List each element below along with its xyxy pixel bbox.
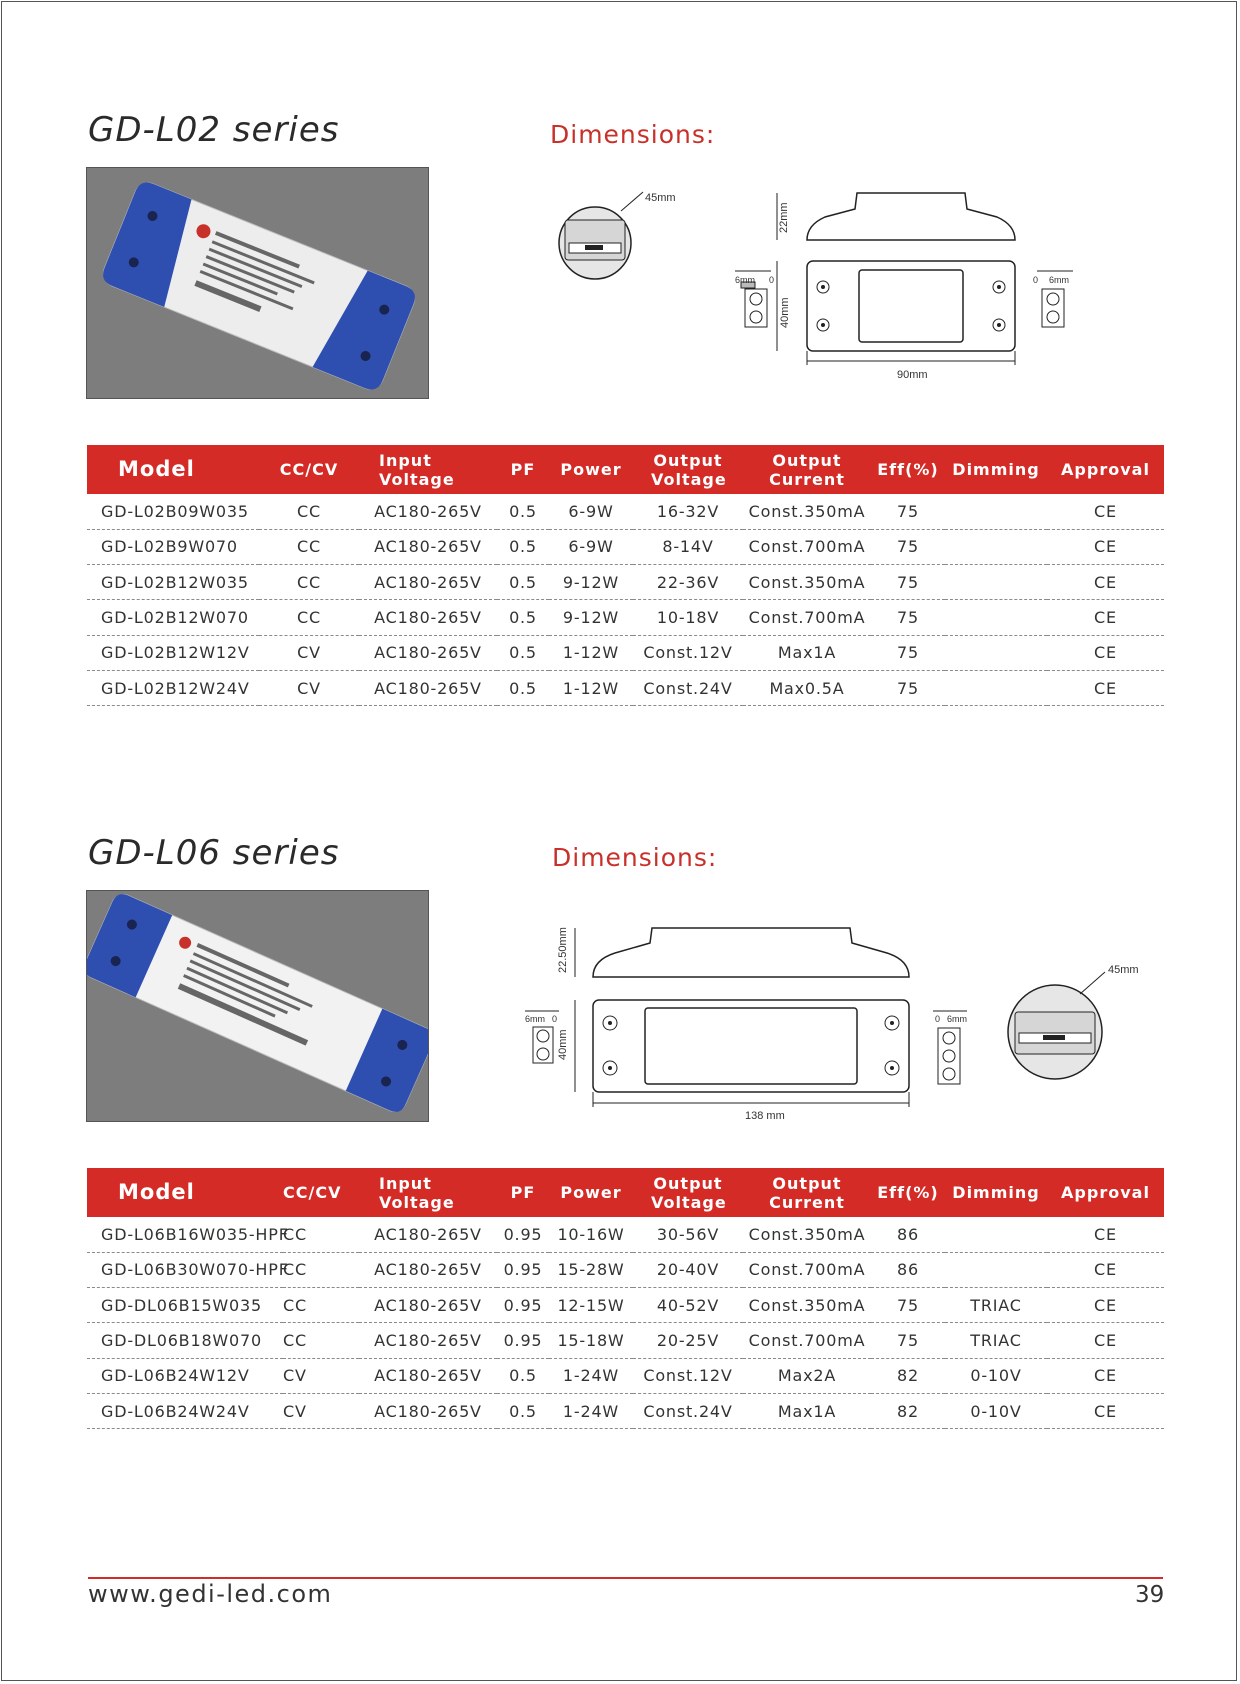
cell-input-voltage: AC180-265V bbox=[374, 1295, 482, 1315]
cell-model: GD-L02B12W070 bbox=[101, 608, 249, 628]
page-number: 39 bbox=[1135, 1582, 1165, 1608]
cell-model: GD-L06B16W035-HPF bbox=[101, 1224, 289, 1244]
cell-cc-cv: CC bbox=[297, 537, 321, 557]
cell-cc-cv: CV bbox=[283, 1401, 307, 1421]
cell-dimming: TRIAC bbox=[970, 1295, 1022, 1315]
cell-output-current: Const.350mA bbox=[748, 1295, 866, 1315]
cell-output-current: Max1A bbox=[777, 643, 837, 663]
cell-model: GD-L06B24W24V bbox=[101, 1401, 250, 1421]
table-row bbox=[87, 565, 1164, 600]
length-label: 138 mm bbox=[745, 1110, 785, 1122]
cell-eff: 82 bbox=[897, 1401, 919, 1421]
cell-model: GD-L02B9W070 bbox=[101, 537, 238, 557]
cell-dimming bbox=[945, 1252, 1047, 1287]
table-row bbox=[87, 1252, 1164, 1287]
header-input-voltage: Input Voltage bbox=[379, 1173, 455, 1212]
cell-cc-cv: CV bbox=[283, 1366, 307, 1386]
cell-output-voltage: 8-14V bbox=[662, 537, 714, 557]
dimensions-title: Dimensions: bbox=[552, 843, 718, 872]
cell-input-voltage: AC180-265V bbox=[374, 1260, 482, 1280]
cell-power: 1-24W bbox=[562, 1401, 620, 1421]
cell-output-current: Max1A bbox=[777, 1401, 837, 1421]
header-power: Power bbox=[560, 1183, 622, 1202]
header-eff: Eff(%) bbox=[877, 1183, 939, 1202]
series-title: GD-L06 series bbox=[88, 833, 340, 873]
table-row bbox=[87, 670, 1164, 705]
product-photo-gd-l02 bbox=[86, 167, 429, 399]
cell-power: 15-18W bbox=[557, 1331, 625, 1351]
cell-pf: 0.5 bbox=[509, 643, 537, 663]
cell-eff: 82 bbox=[897, 1366, 919, 1386]
cell-output-current: Max2A bbox=[777, 1366, 837, 1386]
width-label: 40mm bbox=[557, 1029, 569, 1060]
cell-cc-cv: CC bbox=[283, 1295, 307, 1315]
length-label: 90mm bbox=[897, 369, 928, 381]
dimensions-drawing-gd-l02 bbox=[545, 185, 1105, 385]
cell-dimming bbox=[945, 600, 1047, 635]
cell-output-current: Const.700mA bbox=[748, 1260, 866, 1280]
cell-dimming bbox=[945, 494, 1047, 529]
cell-input-voltage: AC180-265V bbox=[374, 1401, 482, 1421]
cell-power: 9-12W bbox=[562, 608, 620, 628]
table-row bbox=[87, 1393, 1164, 1428]
cell-power: 1-12W bbox=[562, 643, 620, 663]
width-label: 40mm bbox=[779, 297, 791, 328]
cell-cc-cv: CC bbox=[283, 1224, 307, 1244]
cell-output-voltage: 40-52V bbox=[656, 1295, 720, 1315]
cell-cc-cv: CV bbox=[297, 643, 321, 663]
cell-eff: 75 bbox=[897, 1295, 919, 1315]
cell-pf: 0.5 bbox=[509, 1401, 537, 1421]
cell-output-current: Max0.5A bbox=[769, 678, 845, 698]
cell-input-voltage: AC180-265V bbox=[374, 643, 482, 663]
terminal-right-label: 6mm bbox=[1049, 275, 1069, 285]
header-input-voltage: Input Voltage bbox=[379, 450, 455, 489]
spec-table-gd-l02 bbox=[87, 445, 1164, 706]
header-model: Model bbox=[118, 1180, 195, 1204]
header-dimming: Dimming bbox=[952, 1183, 1040, 1202]
cell-pf: 0.5 bbox=[509, 1366, 537, 1386]
cell-approval: CE bbox=[1094, 1224, 1117, 1244]
cell-output-current: Const.350mA bbox=[748, 1224, 866, 1244]
cell-pf: 0.5 bbox=[509, 678, 537, 698]
header-output-current: Output Current bbox=[769, 1173, 845, 1212]
cell-model: GD-L06B24W12V bbox=[101, 1366, 250, 1386]
header-output-voltage: Output Voltage bbox=[651, 1173, 727, 1212]
cell-approval: CE bbox=[1094, 678, 1117, 698]
header-eff: Eff(%) bbox=[877, 460, 939, 479]
table-header-row bbox=[87, 445, 1164, 494]
cell-pf: 0.95 bbox=[503, 1331, 543, 1351]
cell-dimming bbox=[945, 635, 1047, 670]
spec-table-gd-l06 bbox=[87, 1168, 1164, 1429]
cell-approval: CE bbox=[1094, 643, 1117, 663]
cell-pf: 0.95 bbox=[503, 1260, 543, 1280]
terminal-left-zero-label: 0 bbox=[552, 1014, 558, 1024]
header-cc-cv: CC/CV bbox=[283, 1183, 342, 1202]
cell-output-voltage: Const.24V bbox=[643, 678, 733, 698]
cell-approval: CE bbox=[1094, 608, 1117, 628]
table-row bbox=[87, 1288, 1164, 1323]
cell-output-voltage: 10-18V bbox=[656, 608, 720, 628]
cell-pf: 0.5 bbox=[509, 537, 537, 557]
product-photo-gd-l06 bbox=[86, 890, 429, 1122]
cell-dimming: 0-10V bbox=[970, 1366, 1022, 1386]
cell-model: GD-L02B09W035 bbox=[101, 501, 249, 521]
cell-model: GD-DL06B18W070 bbox=[101, 1331, 262, 1351]
cell-output-current: Const.700mA bbox=[748, 1331, 866, 1351]
series-title: GD-L02 series bbox=[88, 110, 340, 150]
cell-cc-cv: CV bbox=[297, 678, 321, 698]
cell-output-voltage: 30-56V bbox=[656, 1224, 720, 1244]
header-power: Power bbox=[560, 460, 622, 479]
header-dimming: Dimming bbox=[952, 460, 1040, 479]
cell-approval: CE bbox=[1094, 501, 1117, 521]
cell-approval: CE bbox=[1094, 572, 1117, 592]
cell-cc-cv: CC bbox=[283, 1331, 307, 1351]
cell-approval: CE bbox=[1094, 1331, 1117, 1351]
cell-input-voltage: AC180-265V bbox=[374, 1366, 482, 1386]
table-row bbox=[87, 1217, 1164, 1252]
dimensions-title: Dimensions: bbox=[550, 120, 716, 149]
terminal-right-zero-label: 0 bbox=[1033, 275, 1039, 285]
footer-website: www.gedi-led.com bbox=[88, 1580, 333, 1608]
cell-model: GD-DL06B15W035 bbox=[101, 1295, 262, 1315]
header-pf: PF bbox=[510, 460, 536, 479]
cell-input-voltage: AC180-265V bbox=[374, 501, 482, 521]
cell-output-voltage: 16-32V bbox=[656, 501, 720, 521]
terminal-right-label: 6mm bbox=[947, 1014, 967, 1024]
terminal-left-label: 6mm bbox=[735, 275, 755, 285]
cell-approval: CE bbox=[1094, 1295, 1117, 1315]
table-row bbox=[87, 635, 1164, 670]
cell-eff: 75 bbox=[897, 643, 919, 663]
header-approval: Approval bbox=[1061, 1183, 1150, 1202]
header-output-current: Output Current bbox=[769, 450, 845, 489]
cell-approval: CE bbox=[1094, 1366, 1117, 1386]
cell-approval: CE bbox=[1094, 537, 1117, 557]
cell-approval: CE bbox=[1094, 1260, 1117, 1280]
terminal-left-zero-label: 0 bbox=[769, 275, 775, 285]
cell-input-voltage: AC180-265V bbox=[374, 608, 482, 628]
cell-eff: 86 bbox=[897, 1224, 919, 1244]
cell-eff: 75 bbox=[897, 537, 919, 557]
cell-output-voltage: Const.12V bbox=[643, 643, 733, 663]
cell-eff: 86 bbox=[897, 1260, 919, 1280]
header-output-voltage: Output Voltage bbox=[651, 450, 727, 489]
cell-pf: 0.5 bbox=[509, 572, 537, 592]
cell-power: 1-12W bbox=[562, 678, 620, 698]
terminal-left-label: 6mm bbox=[525, 1014, 545, 1024]
table-header-row bbox=[87, 1168, 1164, 1217]
height-label: 22.50mm bbox=[557, 927, 569, 973]
cell-output-voltage: 20-40V bbox=[656, 1260, 720, 1280]
header-pf: PF bbox=[510, 1183, 536, 1202]
dimensions-drawing-gd-l06 bbox=[515, 915, 1175, 1125]
header-cc-cv: CC/CV bbox=[279, 460, 339, 479]
cell-power: 6-9W bbox=[568, 537, 614, 557]
cell-dimming: TRIAC bbox=[970, 1331, 1022, 1351]
table-row bbox=[87, 1358, 1164, 1393]
cell-input-voltage: AC180-265V bbox=[374, 1331, 482, 1351]
cell-power: 15-28W bbox=[557, 1260, 625, 1280]
cell-power: 12-15W bbox=[557, 1295, 625, 1315]
cell-power: 1-24W bbox=[562, 1366, 620, 1386]
cell-input-voltage: AC180-265V bbox=[374, 572, 482, 592]
cell-eff: 75 bbox=[897, 608, 919, 628]
header-approval: Approval bbox=[1061, 460, 1150, 479]
table-row bbox=[87, 529, 1164, 564]
cell-model: GD-L06B30W070-HPF bbox=[101, 1260, 289, 1280]
header-model: Model bbox=[118, 457, 195, 481]
cell-dimming bbox=[945, 529, 1047, 564]
table-row bbox=[87, 1323, 1164, 1358]
cell-model: GD-L02B12W12V bbox=[101, 643, 250, 663]
cell-eff: 75 bbox=[897, 501, 919, 521]
cell-input-voltage: AC180-265V bbox=[374, 678, 482, 698]
cell-eff: 75 bbox=[897, 1331, 919, 1351]
cell-model: GD-L02B12W035 bbox=[101, 572, 249, 592]
cell-pf: 0.5 bbox=[509, 608, 537, 628]
cell-input-voltage: AC180-265V bbox=[374, 537, 482, 557]
cell-output-voltage: 20-25V bbox=[656, 1331, 720, 1351]
cell-power: 6-9W bbox=[568, 501, 614, 521]
cell-cc-cv: CC bbox=[283, 1260, 307, 1280]
cell-dimming: 0-10V bbox=[970, 1401, 1022, 1421]
cell-pf: 0.95 bbox=[503, 1224, 543, 1244]
cell-input-voltage: AC180-265V bbox=[374, 1224, 482, 1244]
cell-output-current: Const.350mA bbox=[748, 572, 866, 592]
cell-output-voltage: Const.12V bbox=[643, 1366, 733, 1386]
cell-output-current: Const.700mA bbox=[748, 537, 866, 557]
table-row bbox=[87, 600, 1164, 635]
cell-eff: 75 bbox=[897, 678, 919, 698]
cell-output-current: Const.350mA bbox=[748, 501, 866, 521]
cell-dimming bbox=[945, 1217, 1047, 1252]
cell-output-current: Const.700mA bbox=[748, 608, 866, 628]
cell-cc-cv: CC bbox=[297, 608, 321, 628]
depth-label: 45mm bbox=[1108, 964, 1139, 976]
cell-cc-cv: CC bbox=[297, 572, 321, 592]
cell-dimming bbox=[945, 670, 1047, 705]
footer-divider bbox=[88, 1577, 1163, 1579]
cell-power: 9-12W bbox=[562, 572, 620, 592]
cell-output-voltage: 22-36V bbox=[656, 572, 720, 592]
cell-approval: CE bbox=[1094, 1401, 1117, 1421]
cell-pf: 0.95 bbox=[503, 1295, 543, 1315]
height-label: 22mm bbox=[778, 202, 790, 233]
table-row bbox=[87, 494, 1164, 529]
cell-eff: 75 bbox=[897, 572, 919, 592]
cell-model: GD-L02B12W24V bbox=[101, 678, 250, 698]
cell-dimming bbox=[945, 565, 1047, 600]
terminal-right-zero-label: 0 bbox=[935, 1014, 941, 1024]
cell-output-voltage: Const.24V bbox=[643, 1401, 733, 1421]
cell-pf: 0.5 bbox=[509, 501, 537, 521]
cell-cc-cv: CC bbox=[297, 501, 321, 521]
cell-power: 10-16W bbox=[557, 1224, 625, 1244]
depth-label: 45mm bbox=[645, 192, 676, 204]
